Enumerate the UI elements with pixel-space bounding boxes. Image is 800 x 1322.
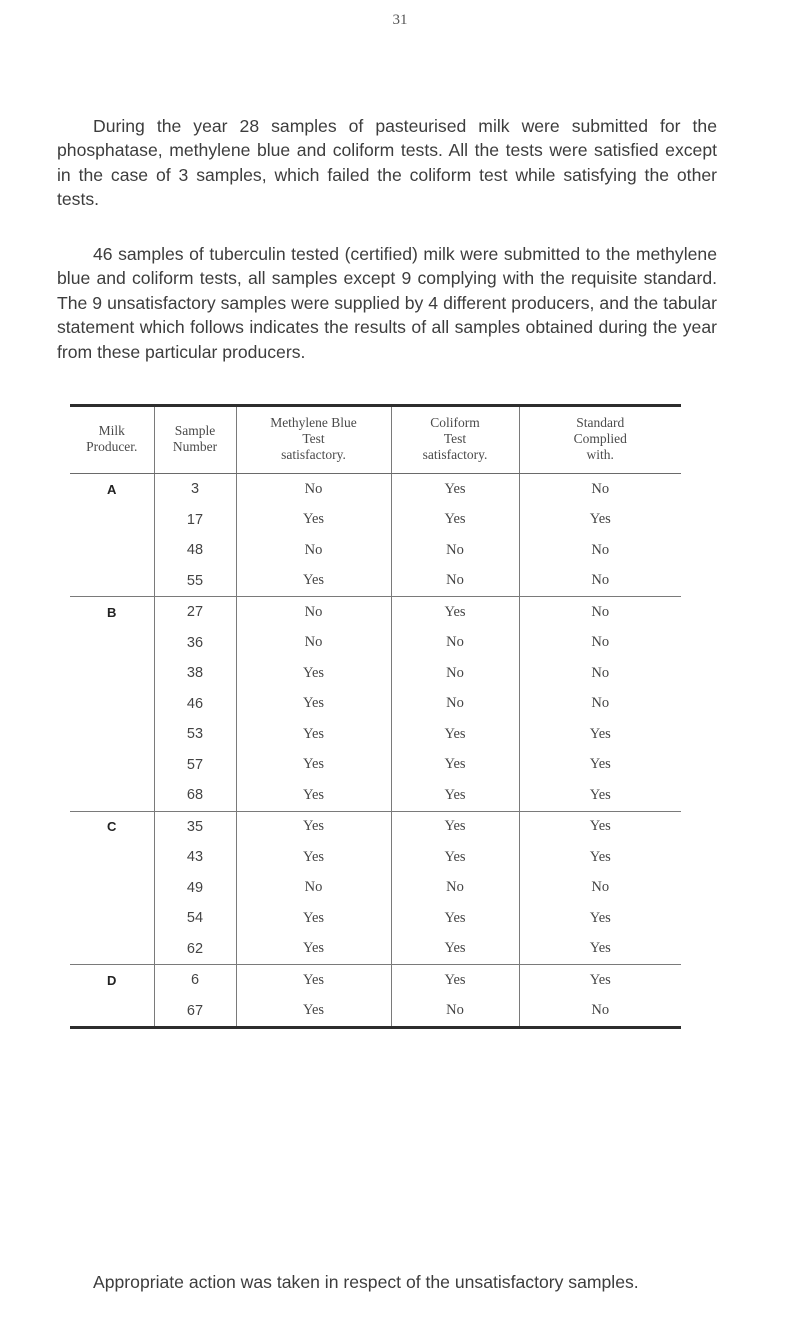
producer-cell (70, 719, 154, 750)
standard-cell: No (519, 474, 681, 505)
standard-cell: Yes (519, 750, 681, 781)
table-row (70, 474, 681, 505)
paragraph-pasteurised-milk: During the year 28 samples of pasteurised milk were submitted for the phosphatase, methylene blue and coliform tests. All the tests were satisfied except in the case of 3 samples, which failed the coliform test while satisfying the other tests. (57, 115, 717, 210)
sample-number-cell: 57 (154, 750, 236, 781)
table-row (70, 996, 681, 1027)
coliform-cell: Yes (391, 719, 519, 750)
coliform-cell: Yes (391, 903, 519, 934)
methylene-blue-cell: Yes (236, 965, 391, 996)
producer-cell (70, 535, 154, 566)
producer-cell (70, 780, 154, 811)
table-row (70, 842, 681, 873)
sample-number-cell: 38 (154, 658, 236, 689)
sample-number-cell: 43 (154, 842, 236, 873)
sample-number-cell: 67 (154, 996, 236, 1027)
table-row (70, 873, 681, 904)
standard-cell: Yes (519, 934, 681, 965)
table-row (70, 535, 681, 566)
header-milk-producer: Milk Producer. (70, 407, 154, 474)
sample-number-cell: 36 (154, 628, 236, 659)
standard-cell: No (519, 873, 681, 904)
standard-cell: Yes (519, 842, 681, 873)
table-row (70, 505, 681, 536)
table-row (70, 903, 681, 934)
table-row (70, 597, 681, 628)
methylene-blue-cell: No (236, 873, 391, 904)
table-row (70, 811, 681, 842)
methylene-blue-cell: Yes (236, 934, 391, 965)
coliform-cell: No (391, 628, 519, 659)
coliform-cell: Yes (391, 842, 519, 873)
standard-cell: No (519, 535, 681, 566)
page-number: 31 (392, 12, 408, 28)
producer-cell: A (107, 481, 117, 497)
coliform-cell: Yes (391, 597, 519, 628)
header-standard-complied: Standard Complied with. (519, 407, 681, 474)
methylene-blue-cell: Yes (236, 505, 391, 536)
coliform-cell: No (391, 996, 519, 1027)
table-row (70, 750, 681, 781)
coliform-cell: No (391, 873, 519, 904)
producer-cell: C (70, 811, 154, 842)
sample-number-cell: 27 (154, 597, 236, 628)
methylene-blue-cell: Yes (236, 996, 391, 1027)
sample-number-cell: 54 (154, 903, 236, 934)
sample-number-cell: 49 (154, 873, 236, 904)
standard-cell: No (519, 689, 681, 720)
coliform-cell: Yes (391, 780, 519, 811)
producer-cell (70, 658, 154, 689)
coliform-cell: Yes (391, 474, 519, 505)
standard-cell: No (519, 658, 681, 689)
coliform-cell: Yes (391, 505, 519, 536)
methylene-blue-cell: Yes (236, 780, 391, 811)
coliform-cell: No (391, 566, 519, 597)
table-row (70, 566, 681, 597)
sample-number-cell: 55 (154, 566, 236, 597)
standard-cell: No (519, 996, 681, 1027)
standard-cell: No (519, 566, 681, 597)
coliform-cell: Yes (391, 811, 519, 842)
producer-cell (70, 750, 154, 781)
sample-number-cell: 6 (154, 965, 236, 996)
producer-cell: D (70, 965, 154, 996)
sample-number-cell: 53 (154, 719, 236, 750)
standard-cell: Yes (519, 965, 681, 996)
methylene-blue-cell: No (236, 628, 391, 659)
producer-cell (70, 996, 154, 1027)
sample-number-cell: 46 (154, 689, 236, 720)
methylene-blue-cell: Yes (236, 566, 391, 597)
producer-cell (70, 505, 154, 536)
sample-number-cell: 48 (154, 535, 236, 566)
coliform-cell: Yes (391, 934, 519, 965)
table-header-row (70, 407, 681, 474)
footer-note: Appropriate action was taken in respect of the unsatisfactory samples. (93, 1271, 639, 1292)
producer-cell (70, 566, 154, 597)
standard-cell: No (519, 597, 681, 628)
coliform-cell: Yes (391, 750, 519, 781)
methylene-blue-cell: No (236, 597, 391, 628)
methylene-blue-cell: Yes (236, 842, 391, 873)
producer-cell (70, 934, 154, 965)
coliform-cell: Yes (391, 965, 519, 996)
methylene-blue-cell: Yes (236, 750, 391, 781)
standard-cell: Yes (519, 780, 681, 811)
producer-cell (70, 689, 154, 720)
producer-cell (70, 842, 154, 873)
paragraph-tuberculin-milk: 46 samples of tuberculin tested (certified) milk were submitted to the methylene blue and coliform tests, all samples except 9 complying with the requisite standard. The 9 unsatisfactory samples were supplied by 4 different producers, and the tabular statement which follows indicates the results of all samples obtained during the year from these particular producers. (57, 243, 717, 362)
sample-number-cell: 35 (154, 811, 236, 842)
table-row (70, 719, 681, 750)
coliform-cell: No (391, 535, 519, 566)
standard-cell: No (519, 628, 681, 659)
standard-cell: Yes (519, 903, 681, 934)
standard-cell: Yes (519, 505, 681, 536)
methylene-blue-cell: Yes (236, 811, 391, 842)
sample-number-cell: 62 (154, 934, 236, 965)
header-sample-number: Sample Number (154, 407, 236, 474)
producer-cell (70, 628, 154, 659)
header-coliform-test: Coliform Test satisfactory. (391, 407, 519, 474)
sample-number-cell: 68 (154, 780, 236, 811)
producer-cell: B (70, 597, 154, 628)
table-row (70, 934, 681, 965)
table-row (70, 658, 681, 689)
coliform-cell: No (391, 689, 519, 720)
methylene-blue-cell: Yes (236, 719, 391, 750)
table-row (70, 628, 681, 659)
methylene-blue-cell: Yes (236, 658, 391, 689)
table-row (70, 689, 681, 720)
header-methylene-blue-test: Methylene Blue Test satisfactory. (236, 407, 391, 474)
sample-number-cell: 3 (154, 474, 236, 505)
results-table (70, 404, 681, 1029)
standard-cell: Yes (519, 811, 681, 842)
methylene-blue-cell: No (236, 474, 391, 505)
methylene-blue-cell: No (236, 535, 391, 566)
producer-cell (70, 873, 154, 904)
table-row (70, 780, 681, 811)
sample-number-cell: 17 (154, 505, 236, 536)
coliform-cell: No (391, 658, 519, 689)
table-row (70, 965, 681, 996)
standard-cell: Yes (519, 719, 681, 750)
methylene-blue-cell: Yes (236, 903, 391, 934)
table-body (70, 474, 681, 1027)
methylene-blue-cell: Yes (236, 689, 391, 720)
producer-cell (70, 903, 154, 934)
